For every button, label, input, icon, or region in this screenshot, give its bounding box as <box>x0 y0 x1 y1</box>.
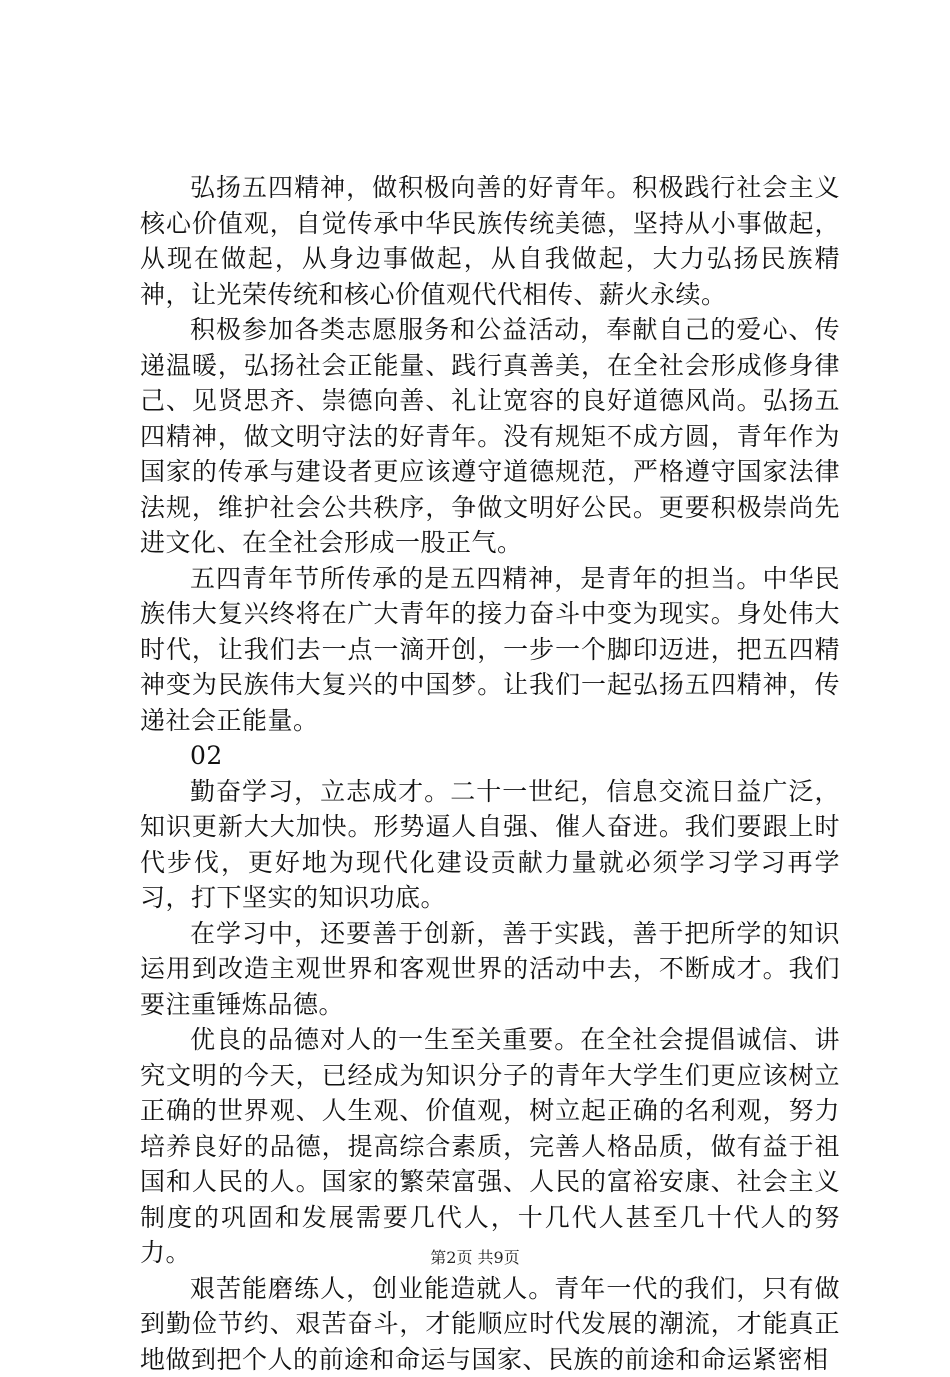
body-text <box>140 170 840 1377</box>
paragraph: 积极参加各类志愿服务和公益活动，奉献自己的爱心、传递温暖，弘扬社会正能量、践行真善美，在全社会形成修身律己、见贤思齐、崇德向善、礼让宽容的良好道德风尚。弘扬五四精神，做文明守法的好青年。没有规矩不成方圆，青年作为国家的传承与建设者更应该遵守道德规范，严格遵守国家法律法规，维护社会公共秩序，争做文明好公民。更要积极崇尚先进文化、在全社会形成一股正气。 <box>140 312 840 561</box>
page-footer: 第2页 共9页 <box>0 1248 950 1268</box>
paragraph: 五四青年节所传承的是五四精神，是青年的担当。中华民族伟大复兴终将在广大青年的接力奋斗中变为现实。身处伟大时代，让我们去一点一滴开创，一步一个脚印迈进，把五四精神变为民族伟大复兴的中国梦。让我们一起弘扬五四精神，传递社会正能量。 <box>140 561 840 739</box>
paragraph: 在学习中，还要善于创新，善于实践，善于把所学的知识运用到改造主观世界和客观世界的活动中去，不断成才。我们要注重锤炼品德。 <box>140 916 840 1023</box>
paragraph: 弘扬五四精神，做积极向善的好青年。积极践行社会主义核心价值观，自觉传承中华民族传统美德，坚持从小事做起，从现在做起，从身边事做起，从自我做起，大力弘扬民族精神，让光荣传统和核心价值观代代相传、薪火永续。 <box>140 170 840 312</box>
section-number: 02 <box>140 738 840 774</box>
paragraph: 艰苦能磨练人，创业能造就人。青年一代的我们，只有做到勤俭节约、艰苦奋斗，才能顺应时代发展的潮流，才能真正地做到把个人的前途和命运与国家、民族的前途和命运紧密相 <box>140 1271 840 1377</box>
paragraph: 优良的品德对人的一生至关重要。在全社会提倡诚信、讲究文明的今天，已经成为知识分子的青年大学生们更应该树立正确的世界观、人生观、价值观，树立起正确的名利观，努力培养良好的品德，提高综合素质，完善人格品质，做有益于祖国和人民的人。国家的繁荣富强、人民的富裕安康、社会主义制度的巩固和发展需要几代人，十几代人甚至几十代人的努力。 <box>140 1022 840 1271</box>
paragraph: 勤奋学习，立志成才。二十一世纪，信息交流日益广泛，知识更新大大加快。形势逼人自强、催人奋进。我们要跟上时代步伐，更好地为现代化建设贡献力量就必须学习学习再学习，打下坚实的知识功底。 <box>140 774 840 916</box>
